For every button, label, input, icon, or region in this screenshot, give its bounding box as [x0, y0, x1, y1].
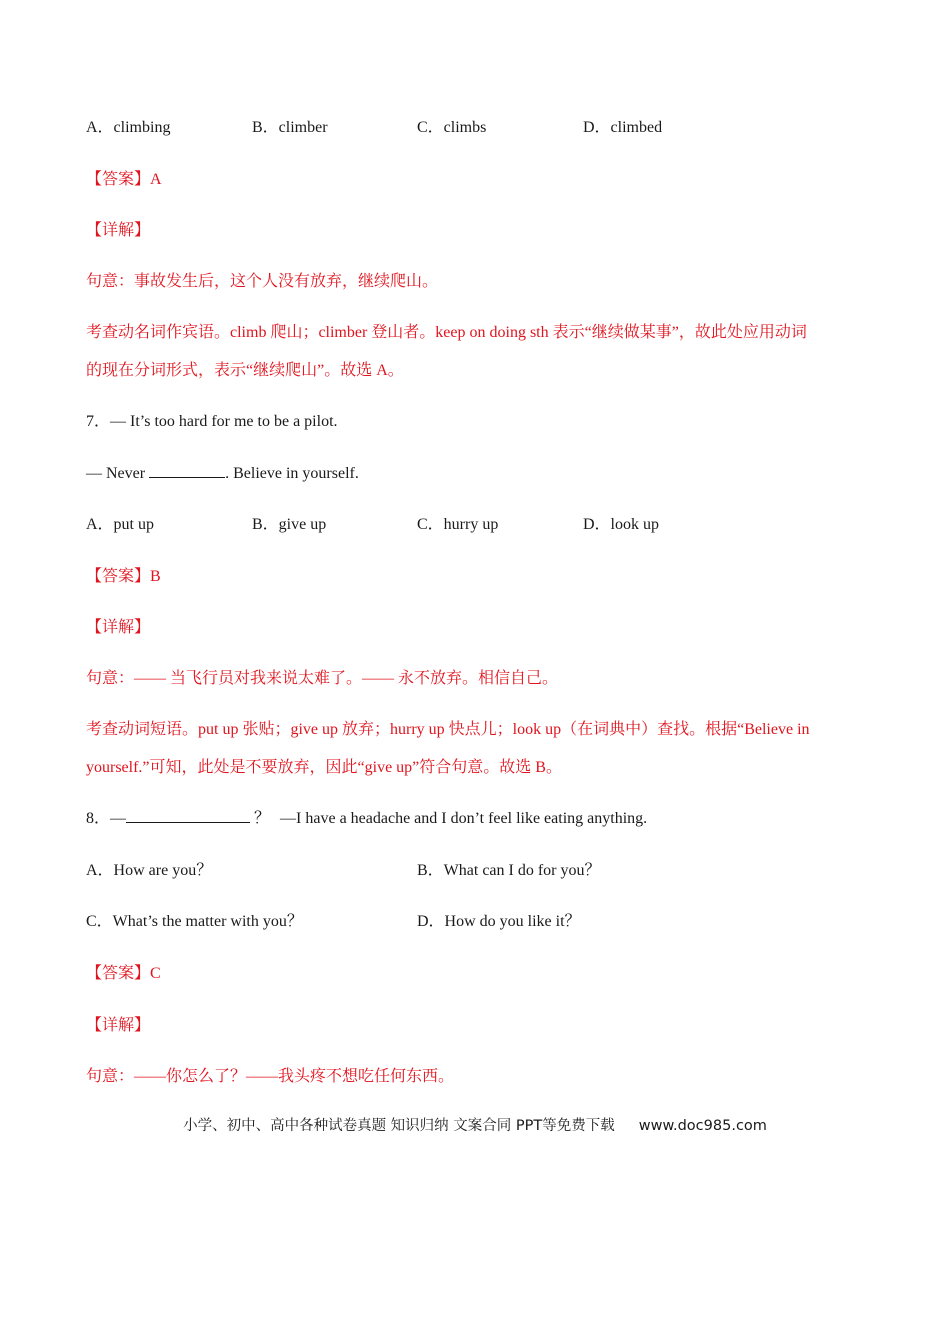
q8-option-d: D．How do you like it？ [417, 913, 581, 930]
q7-meaning: 句意：—— 当飞行员对我来说太难了。—— 永不放弃。相信自己。 [86, 670, 559, 687]
q6-meaning: 句意：事故发生后，这个人没有放弃，继续爬山。 [86, 273, 439, 290]
q7-answer-blank [149, 463, 225, 478]
q8-question [86, 808, 647, 830]
q7-analysis-line-1: 考查动词短语。put up 张贴；give up 放弃；hurry up 快点儿；look up（在词典中）查找。根据“Believe in [86, 721, 810, 738]
q6-option-c: C．climbs [417, 119, 487, 136]
q8-option-a: A．How are you？ [86, 862, 213, 879]
q8-meaning: 句意：——你怎么了？——我头疼不想吃任何东西。 [86, 1068, 455, 1085]
q6-detail-label: 【详解】 [86, 222, 151, 239]
q7-detail-label: 【详解】 [86, 619, 151, 636]
page-footer [0, 1114, 950, 1135]
q8-question-mark: ？ [254, 810, 271, 827]
footer-text: 小学、初中、高中各种试卷真题 知识归纳 文案合同 PPT等免费下载 [183, 1118, 615, 1134]
q8-answer: 【答案】C [86, 965, 161, 982]
q7-analysis-line-2: yourself.”可知，此处是不要放弃，因此“give up”符合句意。故选 B。 [86, 759, 562, 776]
q6-analysis-line-2: 的现在分词形式，表示“继续爬山”。故选 A。 [86, 362, 404, 379]
q7-option-d: D．look up [583, 516, 660, 533]
q7-reply-start: — Never [86, 465, 150, 482]
q8-option-b: B．What can I do for you？ [417, 862, 601, 879]
q8-option-c: C．What’s the matter with you？ [86, 913, 303, 930]
q8-question-number: 8．— [86, 810, 127, 827]
q7-reply-end: . Believe in yourself. [225, 465, 359, 482]
q6-option-a: A．climbing [86, 119, 171, 136]
q6-answer: 【答案】A [86, 171, 162, 188]
q8-reply: —I have a headache and I don’t feel like eating anything. [280, 810, 648, 827]
q6-option-b: B．climber [252, 119, 328, 136]
q7-answer: 【答案】B [86, 568, 161, 585]
q7-option-a: A．put up [86, 516, 155, 533]
q8-detail-label: 【详解】 [86, 1017, 151, 1034]
footer-url[interactable]: www.doc985.com [638, 1118, 767, 1134]
q6-option-d: D．climbed [583, 119, 663, 136]
q7-option-b: B．give up [252, 516, 327, 533]
q6-analysis-line-1: 考查动名词作宾语。climb 爬山；climber 登山者。keep on doing sth 表示“继续做某事”，故此处应用动词 [86, 324, 807, 341]
q7-question: 7．— It’s too hard for me to be a pilot. [86, 413, 338, 430]
q8-answer-blank [126, 808, 250, 823]
q7-reply [86, 463, 359, 485]
q7-option-c: C．hurry up [417, 516, 499, 533]
